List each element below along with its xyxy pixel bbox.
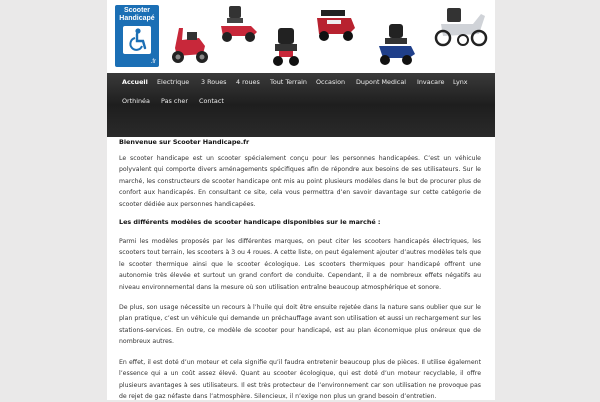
models-paragraph: Parmi les modèles proposés par les différentes marques, on peut citer les scooters handicapés électriques, les scooters tout terrain, les scooters à 3 ou 4 roues. A cette liste, on peut également ajouter d’autres modèles tels que le scooter thermique ainsi que le scooter écologique. Les scooters thermiques pour handicapé offrent une autonomie très élevée et surtout un grand confort de conduite. Cependant, il a de nombreux effets négatifs au niveau environnemental dans la mesure où son utilisation entraîne beaucoup atmosphérique et sonore.	[119, 238, 481, 291]
nav-item-orthinea[interactable]: Orthinéa	[122, 97, 150, 105]
nav-item-3-roues[interactable]: 3 Roues	[201, 78, 227, 86]
power-chair-image	[269, 26, 303, 68]
red-4wheel-scooter-image	[217, 4, 261, 44]
nav-row-1	[107, 77, 495, 95]
page	[107, 0, 495, 400]
red-scooter-image	[167, 18, 213, 66]
sport-scooter-image	[315, 8, 357, 44]
main-nav	[107, 73, 495, 137]
nav-item-electrique[interactable]: Electrique	[157, 78, 190, 86]
wheelchair-icon	[123, 26, 151, 54]
nav-item-contact[interactable]: Contact	[199, 97, 224, 105]
intro-paragraph: Le scooter handicape est un scooter spécialement conçu pour les personnes handicapées. C’est un véhicule polyvalent qui comporte divers aménagements spécifiques afin de répondre aux besoins de ses utilisateurs. Sur le marché, les constructeurs de scooter handicape ont mis au point plusieurs modèles dans le but de procurer plus de confort aux handicapés. En consultant ce site, cela vous permettra d’en savoir davantage sur cette catégorie de scooter dédiée aux personnes handicapées.	[119, 155, 481, 208]
nav-row-2	[107, 96, 495, 114]
nav-item-occasion[interactable]: Occasion	[316, 78, 346, 86]
motor-paragraph: En effet, il est doté d’un moteur et cela signifie qu’il faudra entretenir beaucoup plus de pièces. Il utilise également l’essence qui a un coût assez élevé. Quant au scooter écologique, qui est doté d’un moteur recyclable, il offre plusieurs avantages à ses utilisateurs. Il est très protecteur de l’environnement car son utilisation ne provoque pas de rejet de gaz néfaste dans l’atmosphère. Silencieux, il n’exige non plus un grand besoin d’entretien.	[119, 358, 481, 400]
nav-item-pas-cher[interactable]: Pas cher	[161, 97, 188, 105]
section-heading: Les différents modèles de scooter handicape disponibles sur le marché :	[119, 218, 381, 227]
nav-item-tout-terrain[interactable]: Tout Terrain	[270, 78, 307, 86]
nav-item-4-roues[interactable]: 4 roues	[236, 78, 260, 86]
usage-paragraph: De plus, son usage nécessite un recours à l’huile qui doit être ensuite rejetée dans la nature sans oublier que sur le plan pratique, c’est un véhicule qui demande un préchauffage avant son utilisation et aussi un rechargement sur les stations-services. En outre, ce modèle de scooter pour handicapé, est au plan économique plus onéreux que de nombreux autres.	[119, 304, 482, 346]
nav-item-accueil[interactable]: Accueil	[122, 78, 148, 86]
site-logo[interactable]	[115, 5, 159, 67]
nav-item-dupont-medical[interactable]: Dupont Medical	[356, 78, 407, 86]
header-banner	[107, 0, 495, 73]
main-content	[119, 137, 481, 402]
tricycle-scooter-image	[433, 4, 491, 48]
logo-text-line2: Handicapé	[119, 15, 155, 22]
nav-item-invacare[interactable]: Invacare	[417, 78, 445, 86]
logo-tld: .fr	[150, 59, 156, 65]
logo-text-line1: Scooter	[123, 7, 151, 14]
blue-scooter-image	[375, 22, 417, 68]
page-title: Bienvenue sur Scooter Handicape.fr	[119, 138, 250, 146]
nav-item-lynx[interactable]: Lynx	[453, 78, 468, 86]
